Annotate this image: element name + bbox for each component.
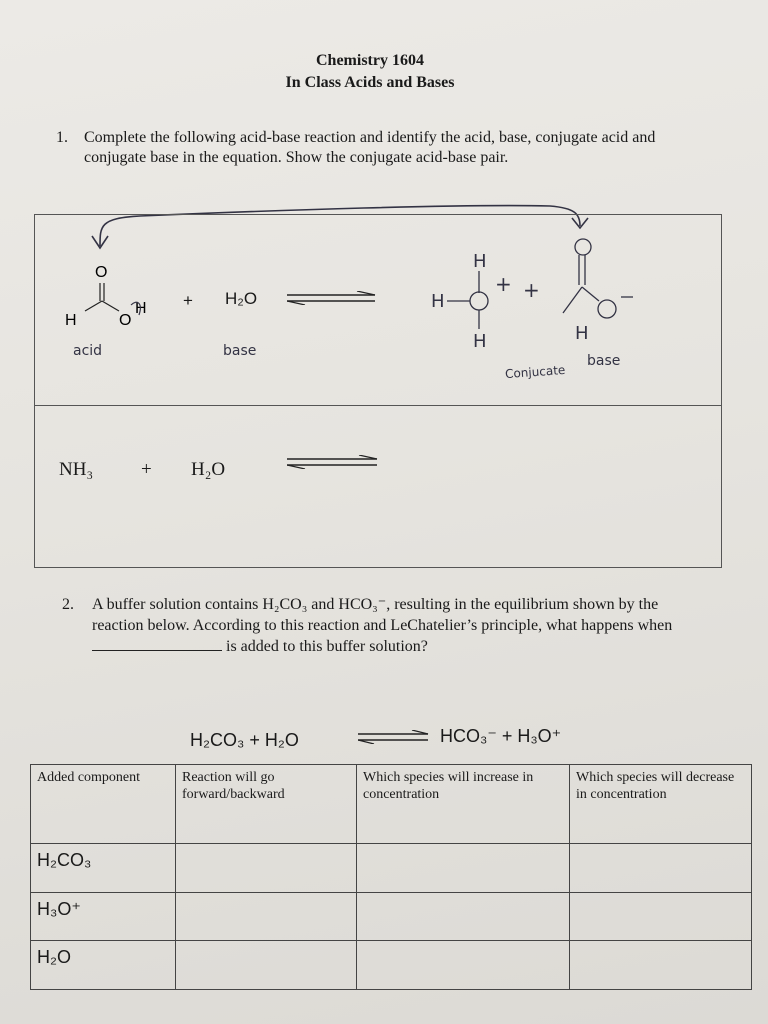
answer-cell[interactable] [357,892,570,941]
ammonia-reactant: NH₃ [59,459,94,480]
buffer-equation-lhs: H₂CO₃ + H₂O [190,730,299,750]
row-label-h2o: H₂O [31,941,176,990]
svg-text:H: H [135,300,147,317]
svg-text:+: + [523,278,540,302]
acetic-acid-structure [55,255,185,335]
svg-text:O: O [119,312,132,329]
table-header-row [31,765,752,844]
buffer-equation [190,726,562,751]
header-added-component: Added component [31,765,176,844]
answer-cell[interactable] [570,941,752,990]
header-decrease: Which species will decrease in concentration [570,765,752,844]
row-label-h2co3: H₂CO₃ [31,844,176,893]
answer-cell[interactable] [357,941,570,990]
table-row [31,941,752,990]
label-base: base [223,343,257,359]
buffer-table [30,764,752,990]
table-row [31,844,752,893]
buffer-equation-rhs: HCO₃⁻ + H₃O⁺ [440,726,562,746]
answer-cell[interactable] [176,892,357,941]
course-title: Chemistry 1604 [316,52,424,69]
table-row [31,892,752,941]
svg-text:H: H [431,291,445,312]
answer-cell[interactable] [570,892,752,941]
worksheet-header [200,50,540,94]
equilibrium-arrow-2 [287,455,379,469]
row-label-h3o: H₃O⁺ [31,892,176,941]
answer-blank[interactable] [92,636,222,651]
header-reaction-direction: Reaction will go forward/backward [176,765,357,844]
label-acid: acid [73,343,103,359]
svg-text:H: H [65,312,77,329]
equilibrium-arrow-3 [358,730,430,744]
question-1-number: 1. [56,129,68,146]
answer-cell[interactable] [570,844,752,893]
question-1-text: Complete the following acid-base reaction and identify the acid, base, conjugate acid and conjugate base in the equation. Show the conjugate acid-base pair. [84,129,656,166]
water-reactant-1: H₂O [225,289,258,308]
label-base-2: base [587,353,621,369]
question-2-text [92,594,702,657]
reaction-box [34,214,722,568]
answer-cell[interactable] [176,941,357,990]
question-2-text-part1: A buffer solution contains H₂CO₃ and HCO₃⁻, resulting in the equilibrium shown by the reaction below. According to this reaction and LeChatelier’s principle, what happens when [92,596,673,634]
plus-sign-1: + [183,291,193,310]
label-conjugate: Conjucate [504,362,566,382]
water-reactant-2: H₂O [191,459,226,480]
svg-text:H: H [473,251,487,272]
svg-text:+: + [495,272,512,296]
question-2-number: 2. [62,596,74,613]
svg-text:O: O [95,264,108,281]
worksheet-title: In Class Acids and Bases [285,74,455,91]
question-2-text-part2: is added to this buffer solution? [226,638,428,655]
svg-text:H: H [473,331,487,352]
reaction-divider [35,405,721,406]
header-increase: Which species will increase in concentration [357,765,570,844]
svg-text:H: H [575,323,589,344]
equilibrium-arrow-1 [287,291,377,305]
answer-cell[interactable] [357,844,570,893]
answer-cell[interactable] [176,844,357,893]
plus-sign-2: + [141,459,152,480]
acetate-drawing [535,235,655,355]
